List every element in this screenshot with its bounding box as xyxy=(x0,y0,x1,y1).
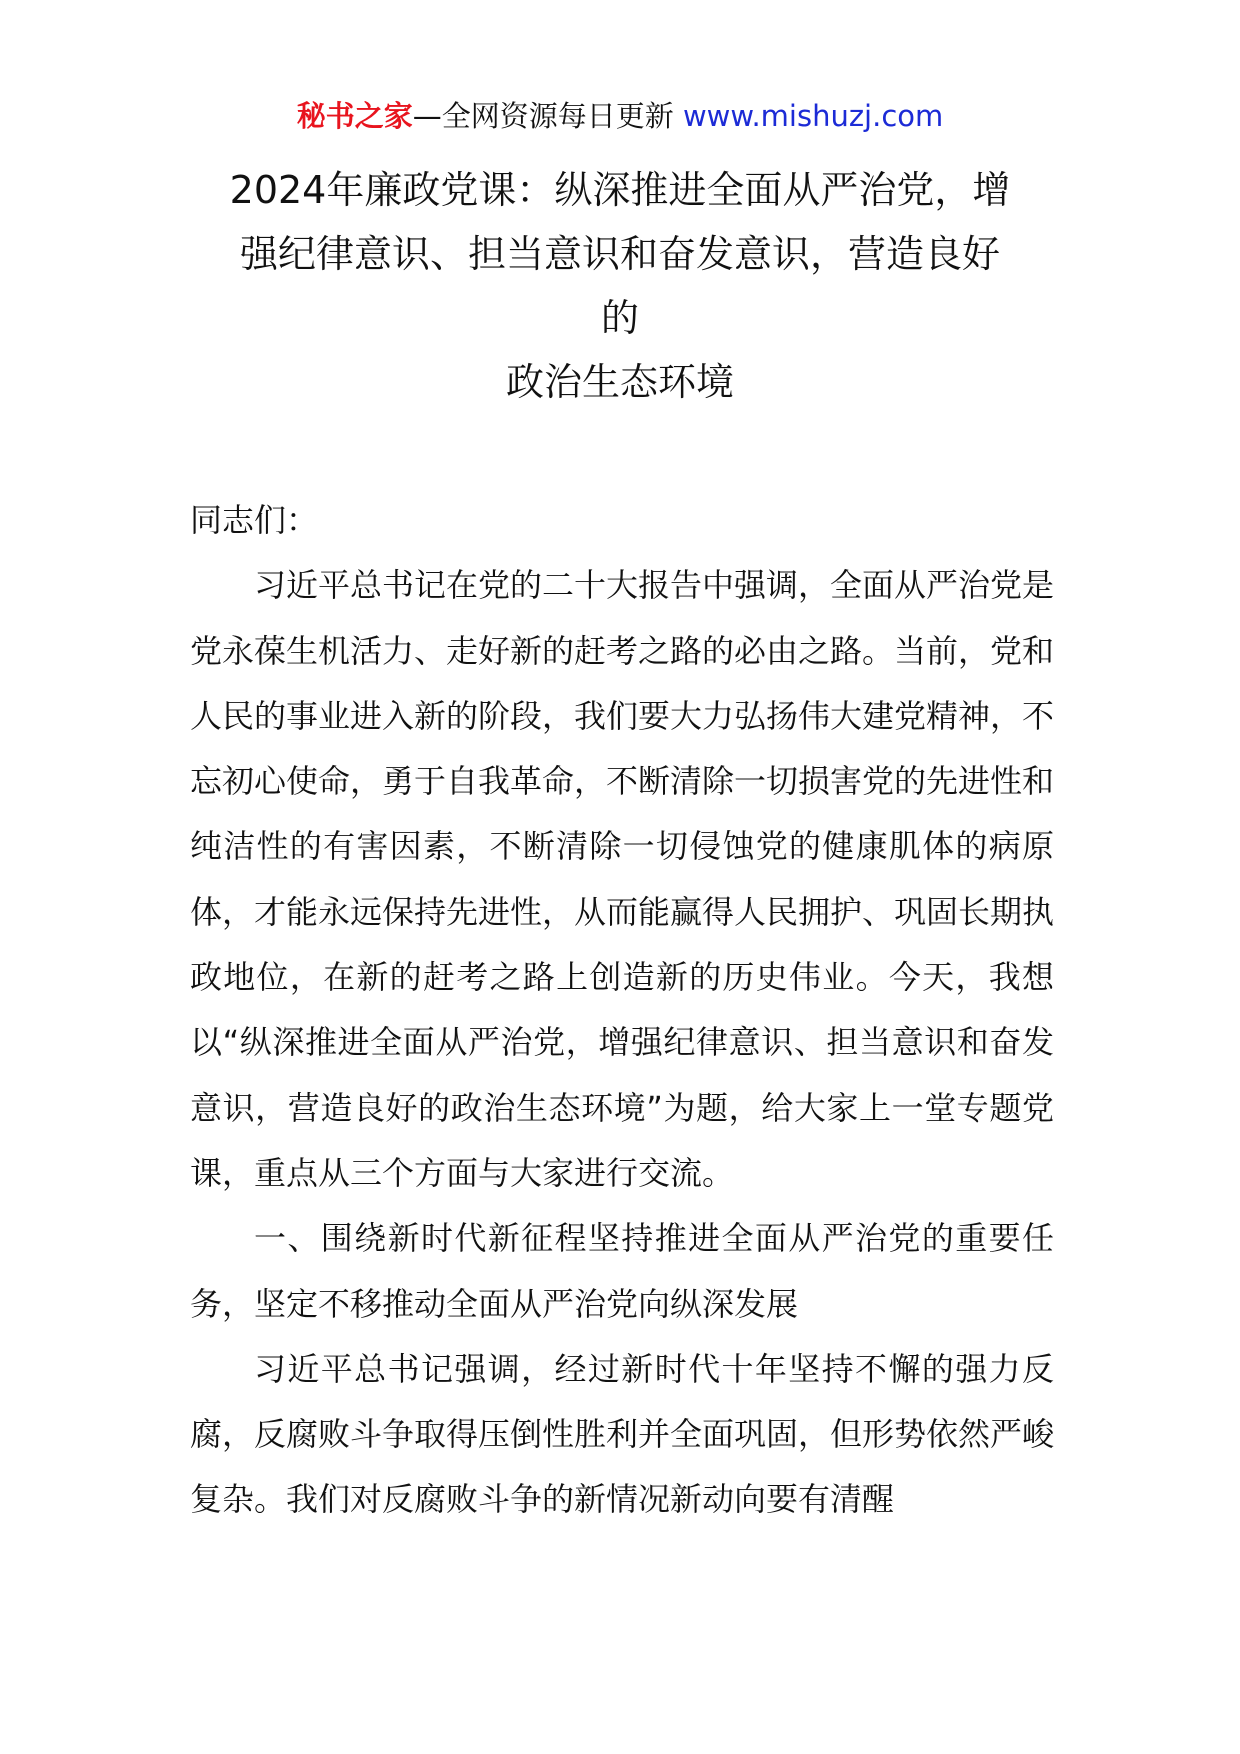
title-line: 政治生态环境 xyxy=(505,360,734,404)
header-tagline: —全网资源每日更新 xyxy=(412,99,674,133)
document-body xyxy=(190,488,1054,1533)
document-title xyxy=(190,158,1050,414)
site-header xyxy=(0,96,1240,136)
title-line: 的 xyxy=(600,296,639,340)
title-line: 强纪律意识、担当意识和奋发意识，营造良好 xyxy=(239,232,1000,276)
body-paragraph: 习近平总书记强调，经过新时代十年坚持不懈的强力反腐，反腐败斗争取得压倒性胜利并全面巩固，但形势依然严峻复杂。我们对反腐败斗争的新情况新动向要有清醒 xyxy=(190,1349,1055,1519)
title-line: 2024年廉政党课：纵深推进全面从严治党，增 xyxy=(229,168,1011,212)
salutation: 同志们： xyxy=(190,501,319,539)
site-url[interactable]: www.mishuzj.com xyxy=(682,99,944,133)
body-paragraph: 习近平总书记在党的二十大报告中强调，全面从严治党是党永葆生机活力、走好新的赶考之路的必由之路。当前，党和人民的事业进入新的阶段，我们要大力弘扬伟大建党精神，不忘初心使命，勇于自我革命，不断清除一切损害党的先进性和纯洁性的有害因素，不断清除一切侵蚀党的健康肌体的病原体，才能永远保持先进性，从而能赢得人民拥护、巩固长期执政地位，在新的赶考之路上创造新的历史伟业。今天，我想以“纵深推进全面从严治党，增强纪律意识、担当意识和奋发意识，营造良好的政治生态环境”为题，给大家上一堂专题党课，重点从三个方面与大家进行交流。 xyxy=(190,566,1055,1192)
section-heading: 一、围绕新时代新征程坚持推进全面从严治党的重要任务，坚定不移推动全面从严治党向纵深发展 xyxy=(190,1219,1054,1323)
brand-name: 秘书之家 xyxy=(296,99,413,133)
